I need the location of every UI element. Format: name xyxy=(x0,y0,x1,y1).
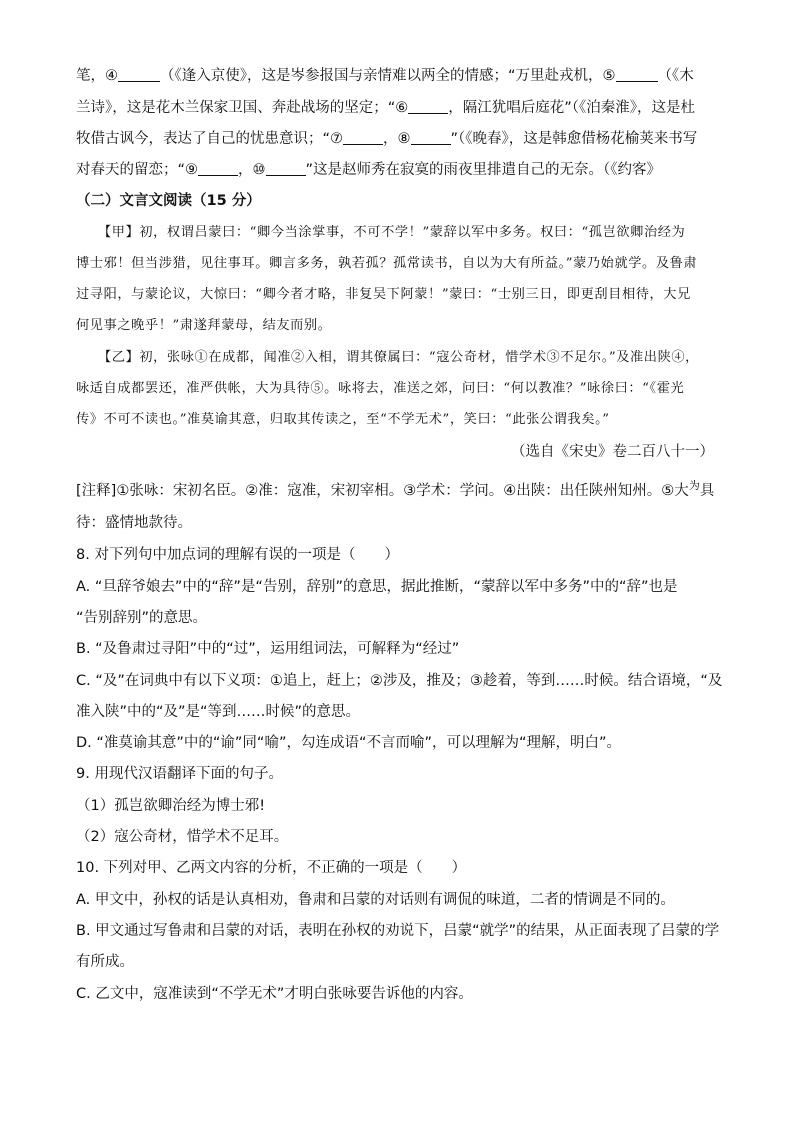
question-9: 9. 用现代汉语翻译下面的句子。 xyxy=(76,766,283,782)
question-10: 10. 下列对甲、乙两文内容的分析，不正确的一项是（ ） xyxy=(76,860,467,876)
answer-blank xyxy=(343,130,383,145)
poetry-text: ，隔江犹唱后庭花”（《泊秦淮》，这是杜 xyxy=(448,100,696,116)
question-9-2: （2）寇公奇材，惜学术不足耳。 xyxy=(76,829,289,845)
poetry-line-4 xyxy=(76,160,661,180)
option-10b: B. 甲文通过写鲁肃和吕蒙的对话，表明在孙权的劝说下，吕蒙“就学”的结果，从正面表现了吕蒙的学 xyxy=(76,923,720,939)
answer-blank xyxy=(411,130,451,145)
poetry-text: （《木 xyxy=(657,68,694,84)
yi-line: 传》不可不读也。”准莫谕其意，归取其传读之，至“不学无术”，笑曰：“此张公谓我矣。” xyxy=(76,412,610,427)
poetry-line-1 xyxy=(76,66,694,86)
source-citation: （选自《宋史》卷二百八十一） xyxy=(511,444,714,460)
notes-line-1 xyxy=(76,481,714,502)
section-title: （二）文言文阅读（15 分） xyxy=(76,193,261,209)
answer-blank xyxy=(616,67,658,82)
notes-line-2: 待：盛情地款待。 xyxy=(76,515,192,531)
poetry-text: ”（《晚春》，这是韩愈借杨花榆荚来书写 xyxy=(450,131,698,147)
poetry-text: 笔，④ xyxy=(76,68,118,84)
answer-blank xyxy=(266,161,306,176)
yi-line: 【乙】初，张咏①在成都，闻准②入相，谓其僚属曰：“寇公奇材，惜学术③不足尔。”及准出陕④， xyxy=(98,350,699,365)
question-9-1: （1）孤岂欲卿治经为博士邪! xyxy=(76,798,266,814)
option-8d: D. “准莫谕其意”中的“谕”同“喻”，勾连成语“不言而喻”，可以理解为“理解，明白”。 xyxy=(76,735,622,751)
poetry-text: ，⑧ xyxy=(383,131,411,147)
option-8a: A. “旦辞爷娘去”中的“辞”是“告别，辞别”的意思，据此推断，“蒙辞以军中多务”中的“辞”也是 xyxy=(76,579,678,595)
option-8c: C. “及”在词典中有以下义项：①追上，赶上；②涉及，推及；③趁着，等到……时候。结合语境，“及 xyxy=(76,673,723,689)
poetry-text: 牧借古讽今，表达了自己的忧患意识；“⑦ xyxy=(76,131,344,147)
option-8a-cont: “告别辞别”的意思。 xyxy=(76,610,208,626)
notes-text: [注释]①张咏：宋初名臣。②准：寇准，宋初宰相。③学术：学问。④出陕：出任陕州知州。⑤大 xyxy=(76,483,689,499)
poetry-line-2 xyxy=(76,98,695,118)
question-8: 8. 对下列句中加点词的理解有误的一项是（ ） xyxy=(76,547,399,563)
notes-superscript: 为 xyxy=(688,479,700,492)
option-10c: C. 乙文中，寇准读到“不学无术”才明白张咏要告诉他的内容。 xyxy=(76,986,473,1002)
answer-blank xyxy=(118,67,160,82)
notes-text: 具 xyxy=(699,483,715,499)
poetry-text: ，⑩ xyxy=(238,162,266,178)
jia-line: 过寻阳，与蒙论议，大惊曰：“卿今者才略，非复吴下阿蒙！”蒙曰：“士别三日，即更刮目相待，大兄 xyxy=(76,287,691,302)
poetry-text: （《逢入京使》，这是岑参报国与亲情难以两全的情感；“万里赴戎机，⑤ xyxy=(160,68,616,84)
option-10b-cont: 有所成。 xyxy=(76,954,134,970)
option-10a: A. 甲文中，孙权的话是认真相劝，鲁肃和吕蒙的对话则有调侃的味道，二者的情调是不同的。 xyxy=(76,892,675,908)
answer-blank xyxy=(408,99,448,114)
option-8b: B. “及鲁肃过寻阳”中的“过”，运用组词法，可解释为“经过” xyxy=(76,641,460,657)
poetry-line-3 xyxy=(76,129,697,149)
yi-line: 咏适自成都罢还，准严供帐，大为具待⑤。咏将去，准送之郊，问曰：“何以教准？”咏徐曰：“《霍光 xyxy=(76,381,685,396)
answer-blank xyxy=(198,161,238,176)
option-8c-cont: 准入陕”中的“及”是“等到……时候”的意思。 xyxy=(76,704,361,720)
jia-line: 博士邪！但当涉猎，见往事耳。卿言多务，孰若孤？孤常读书，自以为大有所益。”蒙乃始就学。及鲁肃 xyxy=(76,256,698,271)
jia-line: 何见事之晚乎！”肃遂拜蒙母，结友而别。 xyxy=(76,318,332,333)
poetry-text: 对春天的留恋；“⑨ xyxy=(76,162,199,178)
jia-line: 【甲】初，权谓吕蒙曰：“卿今当涂掌事，不可不学！”蒙辞以军中多务。权曰：“孤岂欲卿治经为 xyxy=(98,225,686,240)
poetry-text: ”这是赵师秀在寂寞的雨夜里排遣自己的无奈。（《约客》 xyxy=(305,162,662,178)
poetry-text: 兰诗》，这是花木兰保家卫国、奔赴战场的坚定；“⑥ xyxy=(76,100,409,116)
